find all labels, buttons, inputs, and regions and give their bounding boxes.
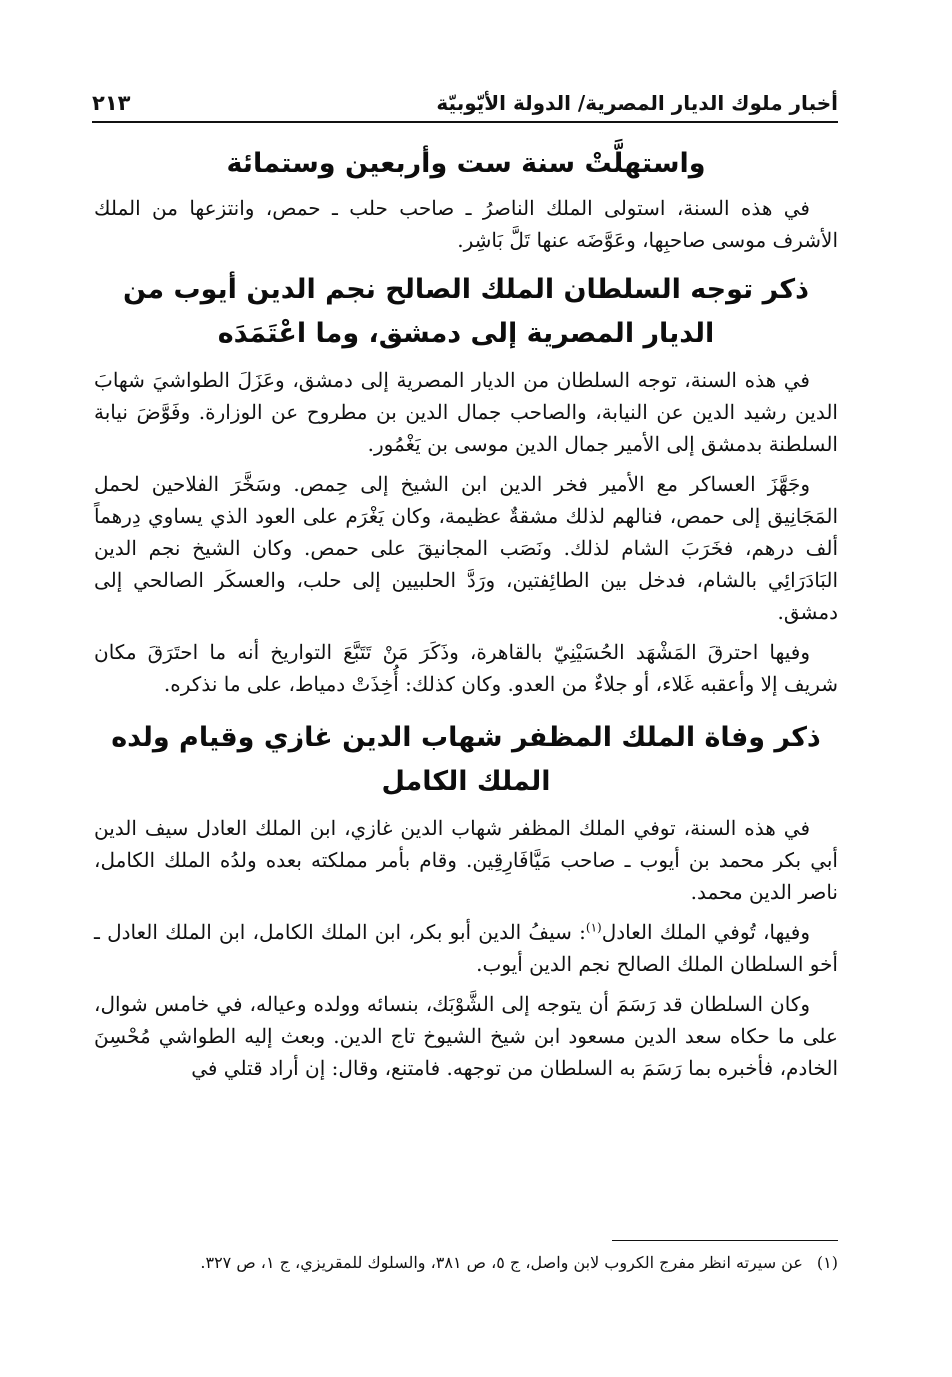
section-heading-muzaffar-death: ذكر وفاة الملك المظفر شهاب الدين غازي وقيام ولده الملك الكامل [111,722,821,797]
footnote-mark: (١) [816,1253,838,1272]
page-body [94,140,838,1092]
paragraph-with-footnote [94,916,838,980]
footnote-rule [612,1240,838,1241]
page-number: ٢١٣ [92,91,131,115]
paragraph-text-end: : سيفُ الدين أبو بكر، ابن الملك الكامل، ابن الملك العادل ـ أخو السلطان الملك الصالح نجم الدين أيوب. [94,920,838,976]
running-title: أخبار ملوك الديار المصرية/ الدولة الأيّوبيّة [436,91,838,115]
paragraph: وجَهَّزَ العساكر مع الأمير فخر الدين ابن الشيخ إلى حِمص. وسَخَّرَ الفلاحين لحمل المَجَانِيق إلى حمص، فنالهم لذلك مشقةٌ عظيمة، وكان يَغْرَم على العود الذي يساوي دِرهماً ألف درهم، فخَرَبَ الشام لذلك. ونَصَب المجانيقَ على حمص. وكان الشيخ نجم الدين البَادَرَائِي بالشام، فدخل بين الطائِفتين، ورَدَّ الحلبيين إلى حلب، والعسكَر الصالحي إلى دمشق. [94,472,838,624]
footnote-reference[interactable]: (١) [585,920,602,935]
paragraph: وكان السلطان قد رَسَمَ أن يتوجه إلى الشَّوْبَك، بنسائه وولده وعياله، في خامس شوال، على ما حكاه سعد الدين مسعود ابن شيخ الشيوخ تاج الدين. وبعث إليه الطواشي مُحْسِنَ الخادم، فأخبره بما رَسَمَ به السلطان من توجهه. فامتنع، وقال: إن أراد قتلي في [94,992,838,1080]
paragraph: في هذه السنة، توفي الملك المظفر شهاب الدين غازي، ابن الملك العادل سيف الدين أبي بكر محمد بن أيوب ـ صاحب مَيَّافَارِقِين. وقام بأمر مملكته بعده ولدُه الملك الكامل، ناصر الدين محمد. [94,816,838,904]
header-rule [92,121,838,123]
section-heading-sultan-journey: ذكر توجه السلطان الملك الصالح نجم الدين أيوب من الديار المصرية إلى دمشق، وما اعْتَمَدَه [123,274,809,349]
year-heading: واستهلَّتْ سنة ست وأربعين وستمائة [226,148,706,179]
paragraph-text-start: وفيها، تُوفي الملك العادل [601,920,810,944]
running-head [92,86,838,120]
footnote-text: عن سيرته انظر مفرج الكروب لابن واصل، ج ٥، ص ٣٨١، والسلوك للمقريزي، ج ١، ص ٣٢٧. [200,1253,803,1272]
paragraph: وفيها احترقَ المَشْهَد الحُسَيْنِيّ بالقاهرة، وذَكَرَ مَنْ تَتَبَّعَ التواريخ أنه ما احتَرَقَ مكان شريف إلا وأعقبه غَلاء، أو جلاءٌ من العدو. وكان كذلك: أُخِذَتْ دمياط، على ما نذكره. [94,640,838,696]
footnote [94,1250,838,1276]
paragraph: في هذه السنة، توجه السلطان من الديار المصرية إلى دمشق، وعَزَلَ الطواشيَ شهابَ الدين رشيد الدين عن النيابة، والصاحب جمال الدين بن مطروح عن الوزارة. وفَوَّضَ نيابة السلطنة بدمشق إلى الأمير جمال الدين موسى بن يَغْمُور. [94,368,838,456]
paragraph: في هذه السنة، استولى الملك الناصرُ ـ صاحب حلب ـ حمص، وانتزعها من الملك الأشرف موسى صاحبِها، وعَوَّضَه عنها تَلَّ بَاشِر. [94,196,838,252]
